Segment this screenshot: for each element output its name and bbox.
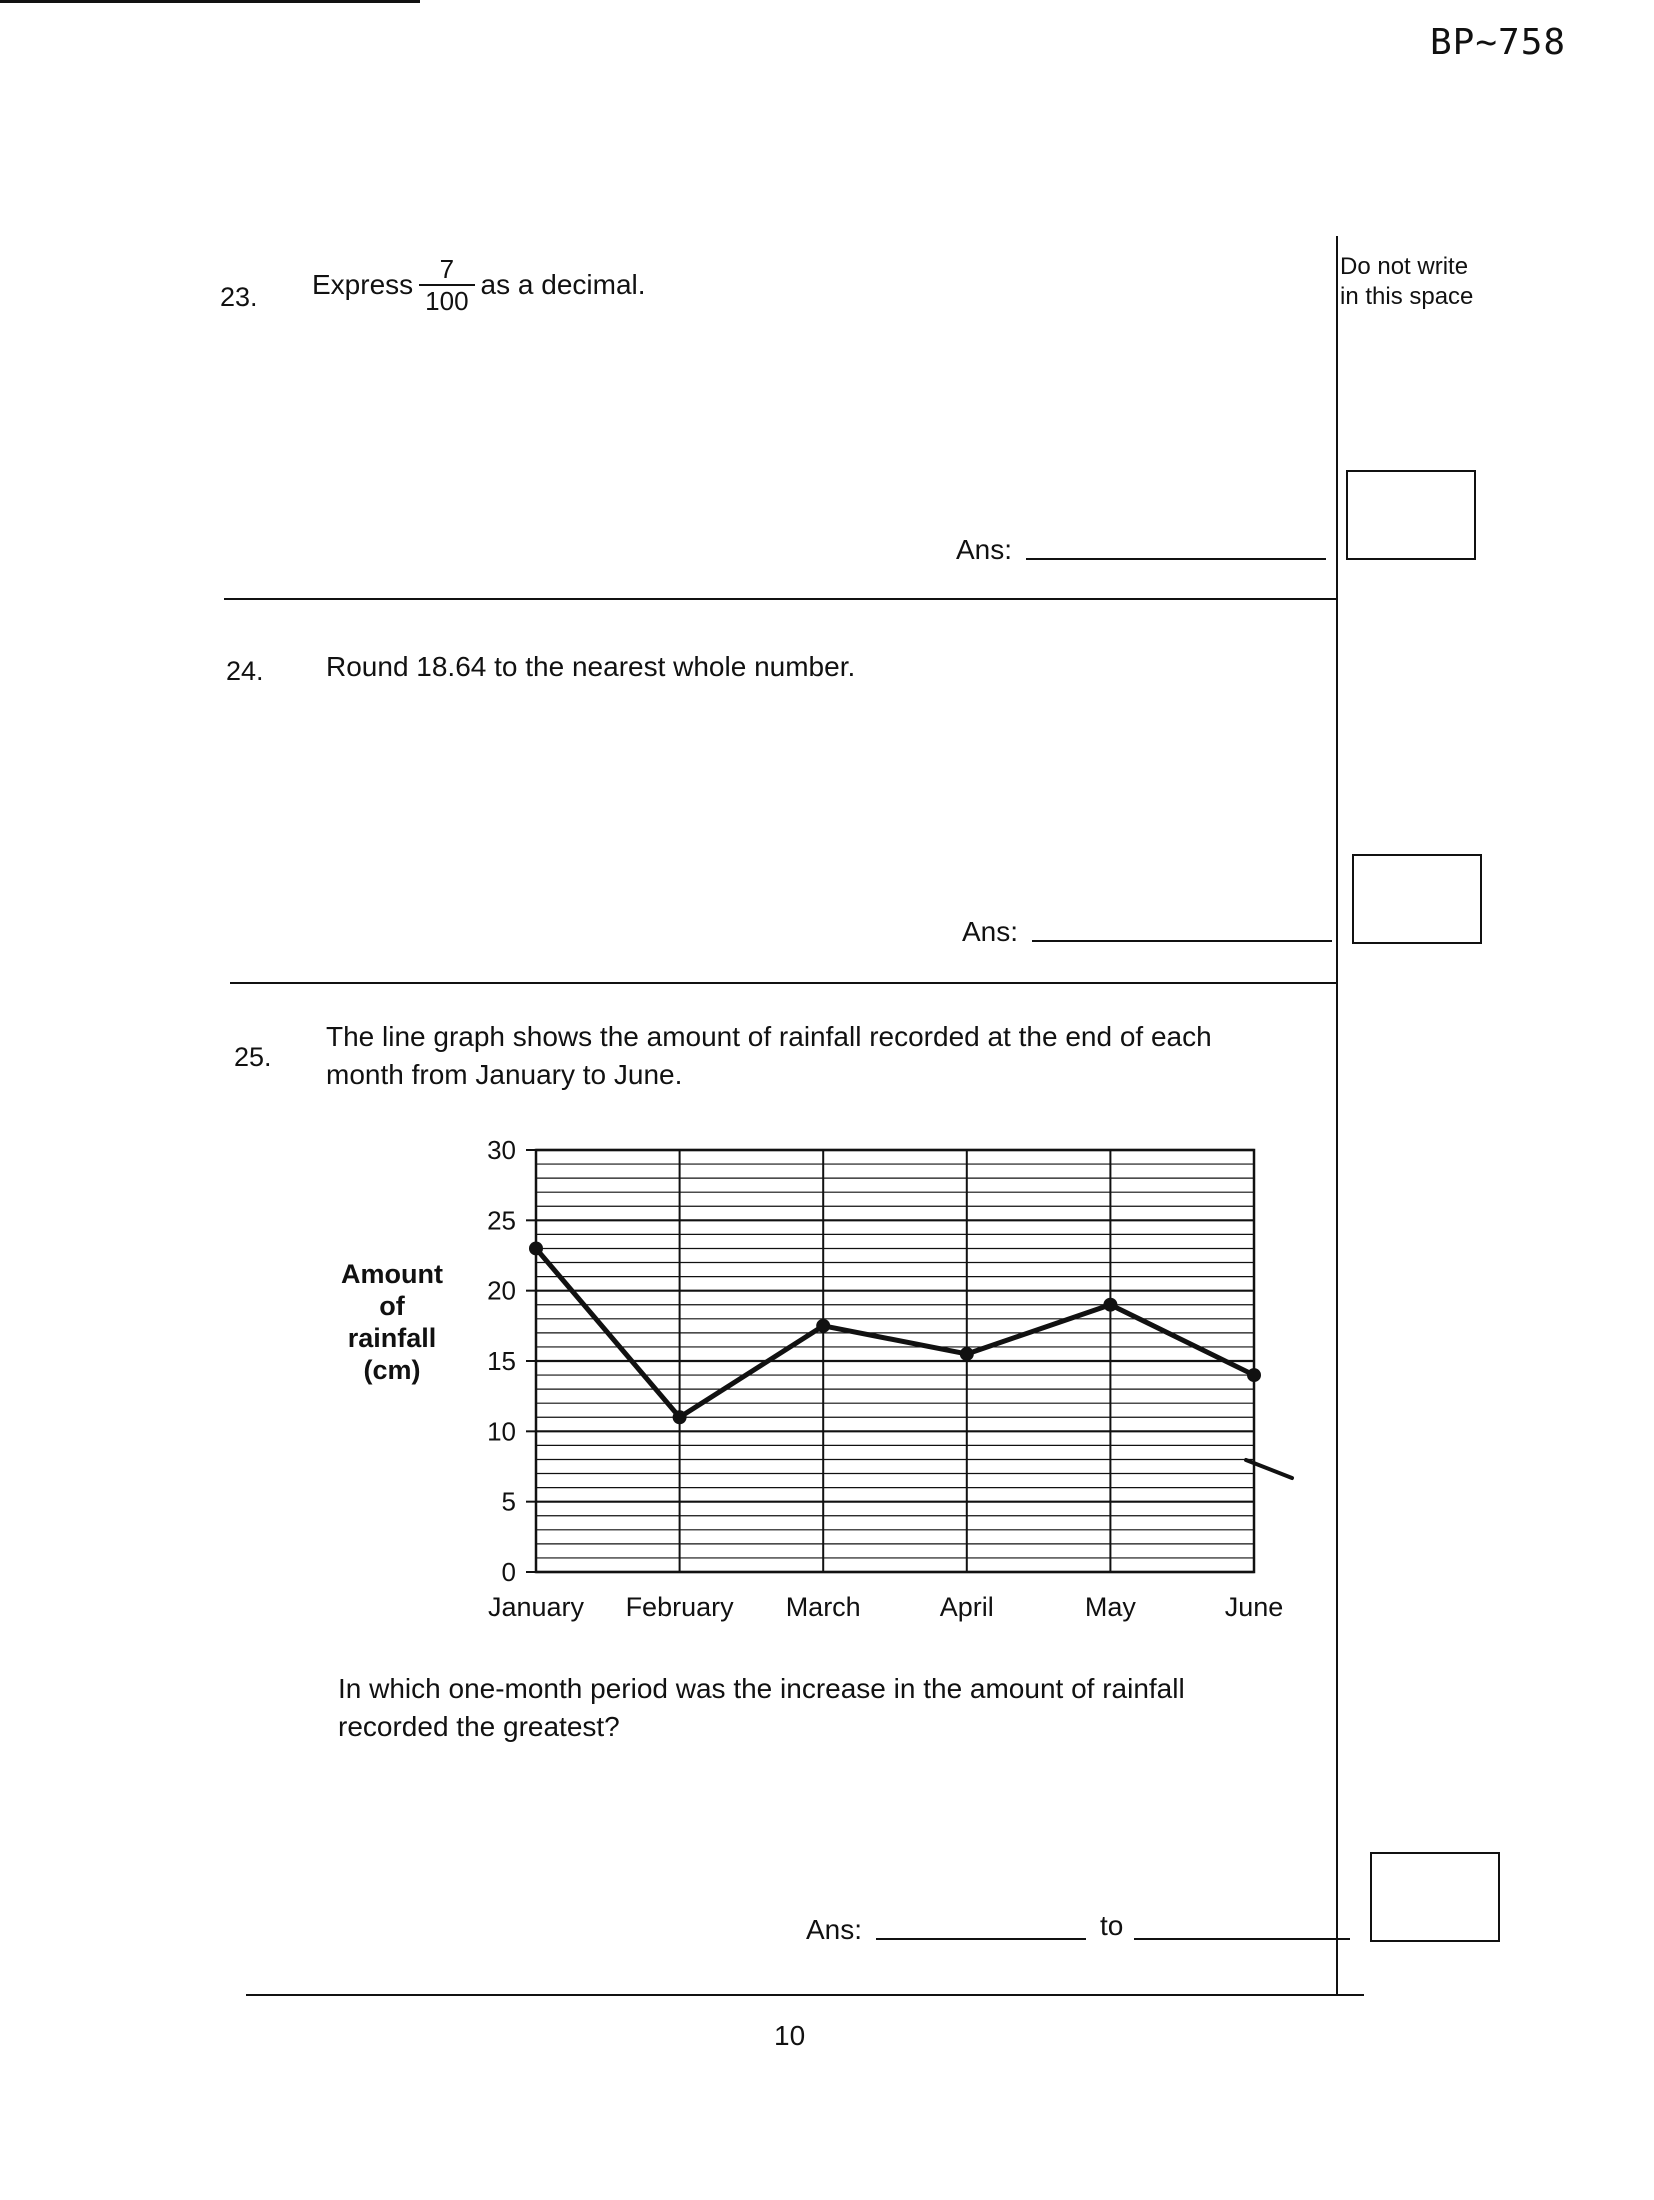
data-point <box>1247 1368 1261 1382</box>
question-23-prefix: Express <box>312 269 414 300</box>
x-tick-label: April <box>939 1592 994 1622</box>
y-axis-label-line: of <box>379 1291 405 1321</box>
y-tick-label: 0 <box>501 1557 516 1587</box>
x-tick-label: May <box>1084 1592 1136 1622</box>
y-tick-label: 25 <box>487 1205 516 1236</box>
question-25-number: 25. <box>234 1042 272 1072</box>
margin-note-line2: in this space <box>1340 283 1474 310</box>
pen-mark <box>1240 1450 1300 1490</box>
y-tick-label: 30 <box>487 1135 516 1165</box>
question-24-number: 24. <box>226 656 264 686</box>
divider-bottom <box>246 1994 1364 1996</box>
x-tick-label: June <box>1224 1592 1284 1622</box>
answer-label-q24: Ans: <box>962 916 1019 947</box>
y-axis-label-line: (cm) <box>363 1355 421 1385</box>
document-code: BP~758 <box>1430 22 1567 63</box>
question-24-text: Round 18.64 to the nearest whole number. <box>326 651 856 682</box>
x-tick-label: January <box>487 1592 585 1622</box>
y-axis-label-line: rainfall <box>347 1323 437 1353</box>
answer-field-q25-to[interactable] <box>1134 1938 1350 1940</box>
fraction-numerator: 7 <box>439 254 455 284</box>
fraction-denominator: 100 <box>425 286 469 316</box>
margin-note-line1: Do not write <box>1340 253 1469 280</box>
answer-label-q23: Ans: <box>956 534 1013 565</box>
question-25-text-line1: The line graph shows the amount of rainfall recorded at the end of each <box>326 1021 1212 1052</box>
answer-label-q25: Ans: <box>806 1914 863 1945</box>
question-25-prompt <box>338 1670 1185 1746</box>
question-23-number: 23. <box>220 282 258 312</box>
data-point <box>816 1319 830 1333</box>
y-tick-label: 20 <box>487 1275 516 1306</box>
y-tick-label: 10 <box>487 1416 516 1447</box>
question-23-suffix: as a decimal. <box>480 269 646 300</box>
answer-to-label: to <box>1100 1910 1124 1941</box>
data-point <box>529 1241 543 1255</box>
page-number: 10 <box>774 2020 806 2051</box>
data-point <box>1103 1298 1117 1312</box>
question-25-prompt-line2: recorded the greatest? <box>338 1711 620 1742</box>
x-tick-label: February <box>625 1592 734 1622</box>
data-point <box>673 1410 687 1424</box>
y-tick-label: 5 <box>501 1486 516 1517</box>
y-axis-label-line: Amount <box>341 1259 443 1289</box>
x-tick-label: March <box>785 1592 861 1622</box>
data-point <box>960 1347 974 1361</box>
question-25-prompt-line1: In which one-month period was the increase in the amount of rainfall <box>338 1673 1185 1704</box>
y-tick-label: 15 <box>487 1346 516 1376</box>
answer-field-q25-from[interactable] <box>876 1938 1086 1940</box>
question-25-text-line2: month from January to June. <box>326 1059 683 1090</box>
